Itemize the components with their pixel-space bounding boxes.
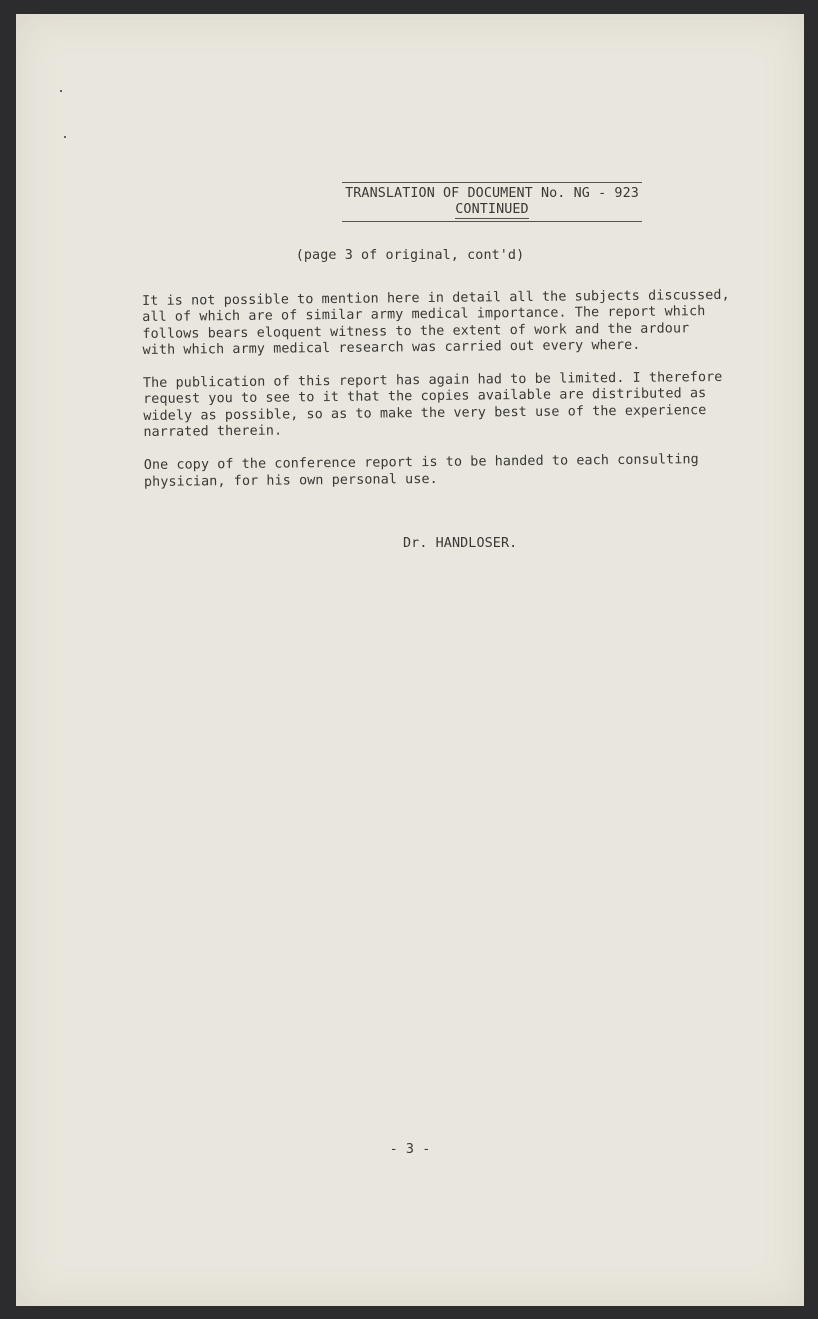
body-text (142, 288, 754, 508)
paper-speck (60, 90, 62, 92)
heading-bottom-rule (342, 221, 642, 222)
page-reference: (page 3 of original, cont'd) (295, 248, 525, 263)
document-page (16, 14, 804, 1306)
paragraph-2: The publication of this report has again had to be limited. I therefore request you to see to it that the copies available are distributed as widely as possible, so as to make the very best use of the experience narrated therein. (142, 370, 723, 441)
paragraph-3: One copy of the conference report is to be handed to each consulting physician, for his own personal use. (143, 452, 699, 490)
signature: Dr. HANDLOSER. (403, 536, 518, 551)
document-heading (342, 182, 642, 222)
paragraph-1: It is not possible to mention here in detail all the subjects discussed, all of which are of similar army medical importance. The report which follows bears eloquent witness to the extent of work and the ardour with which army medical research was carried out every where. (142, 287, 730, 358)
heading-subtitle: CONTINUED (455, 202, 529, 217)
heading-title: TRANSLATION OF DOCUMENT No. NG - 923 (345, 186, 639, 201)
page-number: - 3 - (389, 1142, 431, 1157)
paper-speck (64, 136, 66, 138)
